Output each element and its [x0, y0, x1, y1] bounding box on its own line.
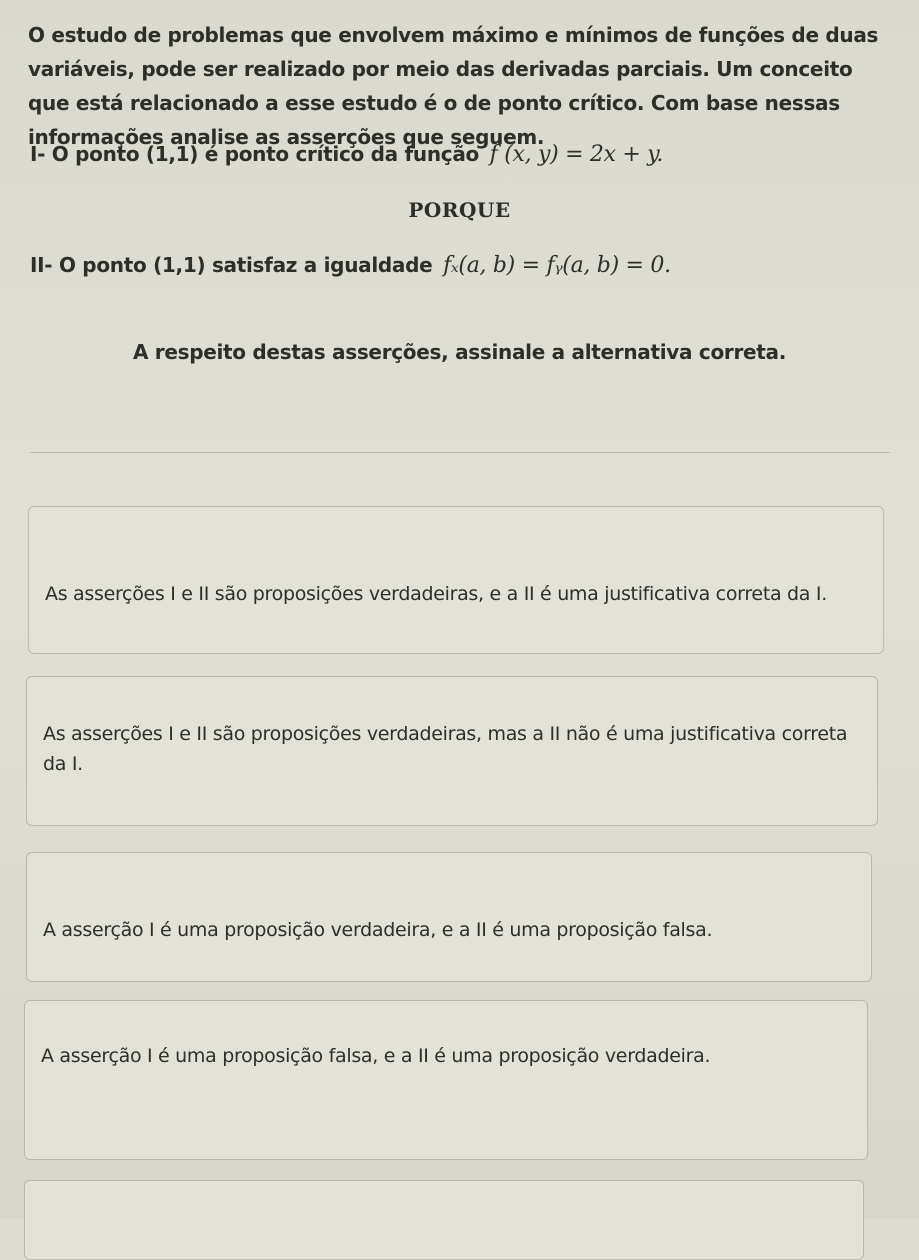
- answer-option-5[interactable]: [24, 1180, 864, 1260]
- answer-option-2-label: As asserções I e II são proposições verdadeiras, mas a II não é uma justificativa correta da I.: [43, 723, 848, 775]
- answer-option-3-label: A asserção I é uma proposição verdadeira, e a II é uma proposição falsa.: [43, 919, 713, 941]
- divider: [30, 452, 890, 453]
- answer-option-2[interactable]: [26, 676, 878, 826]
- question-intro: O estudo de problemas que envolvem máximo e mínimos de funções de duas variáveis, pode ser realizado por meio das derivadas parciais. Um conceito que está relacionado a esse estudo é o de ponto crítico. Com base nessas informações analise as asserções que seguem.: [28, 23, 879, 149]
- assertion-1-formula: f (x, y) = 2x + y.: [489, 142, 664, 167]
- assertion-2-formula: fₓ(a, b) = fᵧ(a, b) = 0.: [443, 253, 671, 278]
- answer-option-3[interactable]: [26, 852, 872, 982]
- assertion-1-text: I- O ponto (1,1) é ponto crítico da função: [30, 142, 479, 166]
- assertion-1: [30, 142, 663, 167]
- assertion-2-text: II- O ponto (1,1) satisfaz a igualdade: [30, 253, 433, 277]
- porque-label: PORQUE: [408, 198, 511, 222]
- answer-option-4-label: A asserção I é uma proposição falsa, e a II é uma proposição verdadeira.: [41, 1045, 711, 1067]
- answer-option-1-label: As asserções I e II são proposições verdadeiras, e a II é uma justificativa correta da I.: [45, 583, 827, 605]
- answer-option-1[interactable]: [28, 506, 884, 654]
- assertion-2: [30, 253, 671, 278]
- answer-option-4[interactable]: [24, 1000, 868, 1160]
- question-prompt: A respeito destas asserções, assinale a alternativa correta.: [132, 340, 787, 364]
